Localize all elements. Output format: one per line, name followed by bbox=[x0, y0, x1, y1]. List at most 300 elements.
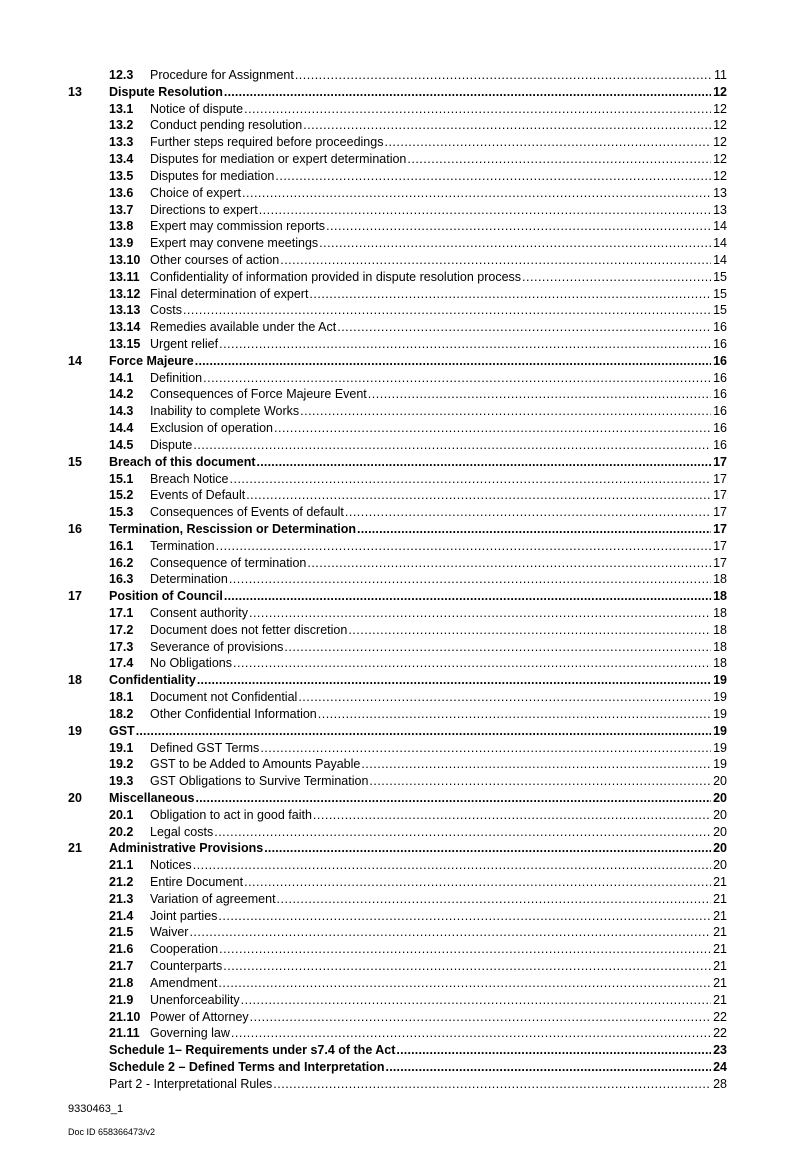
toc-entry-number: 21.9 bbox=[109, 992, 134, 1007]
toc-section-entry[interactable] bbox=[68, 1059, 727, 1076]
toc-section-entry[interactable] bbox=[68, 1042, 727, 1059]
toc-entry-title: Exclusion of operation bbox=[150, 421, 273, 436]
toc-entry-page-number: 19 bbox=[713, 740, 727, 755]
toc-entry-title: Part 2 - Interpretational Rules bbox=[109, 1076, 273, 1091]
dot-leader bbox=[233, 655, 711, 672]
toc-entry-number: 17 bbox=[68, 589, 82, 604]
toc-clause-entry[interactable] bbox=[68, 1025, 727, 1042]
toc-entry-page-number: 22 bbox=[713, 1009, 727, 1024]
toc-section-entry[interactable] bbox=[68, 723, 727, 740]
toc-entry-number: 19.1 bbox=[109, 740, 134, 755]
dot-leader bbox=[136, 723, 711, 740]
toc-entry-number: 18.2 bbox=[109, 706, 134, 721]
dot-leader bbox=[260, 740, 711, 757]
toc-clause-entry[interactable] bbox=[68, 437, 727, 454]
toc-entry-title: Termination bbox=[150, 538, 215, 553]
toc-entry-title: Conduct pending resolution bbox=[150, 118, 303, 133]
toc-clause-entry[interactable] bbox=[68, 538, 727, 555]
toc-clause-entry[interactable] bbox=[68, 908, 727, 925]
toc-clause-entry[interactable] bbox=[68, 336, 727, 353]
toc-entry-title: Costs bbox=[150, 303, 182, 318]
dot-leader bbox=[246, 487, 711, 504]
toc-clause-entry[interactable] bbox=[68, 992, 727, 1009]
toc-entry-page-number: 21 bbox=[713, 959, 727, 974]
toc-entry-number: 17.1 bbox=[109, 606, 134, 620]
dot-leader bbox=[183, 302, 711, 319]
toc-section-entry[interactable] bbox=[68, 521, 727, 538]
toc-entry-number: 13.7 bbox=[109, 202, 134, 217]
dot-leader bbox=[197, 672, 711, 689]
toc-entry-page-number: 15 bbox=[713, 303, 727, 318]
dot-leader bbox=[368, 386, 711, 403]
toc-clause-entry[interactable] bbox=[68, 252, 727, 269]
toc-entry-page-number: 16 bbox=[713, 337, 727, 351]
toc-entry-number: 21 bbox=[68, 841, 82, 856]
toc-entry-title: Position of Council bbox=[109, 589, 223, 604]
toc-entry-title: Document not Confidential bbox=[150, 690, 298, 705]
toc-section-entry[interactable] bbox=[68, 353, 727, 370]
toc-entry-number: 21.5 bbox=[109, 925, 134, 940]
toc-entry-page-number: 23 bbox=[713, 1043, 727, 1058]
toc-entry-number: 14.1 bbox=[109, 370, 134, 385]
table-of-contents bbox=[68, 67, 727, 1093]
dot-leader bbox=[407, 151, 711, 168]
toc-entry-page-number: 16 bbox=[713, 320, 727, 335]
toc-clause-entry[interactable] bbox=[68, 185, 727, 202]
toc-entry-page-number: 17 bbox=[713, 454, 727, 469]
toc-entry-number: 13.3 bbox=[109, 135, 134, 150]
dot-leader bbox=[384, 134, 711, 151]
toc-clause-entry[interactable] bbox=[68, 874, 727, 891]
toc-entry-page-number: 11 bbox=[714, 68, 727, 82]
toc-clause-entry[interactable] bbox=[68, 101, 727, 118]
toc-clause-entry[interactable] bbox=[68, 975, 727, 992]
toc-clause-entry[interactable] bbox=[68, 202, 727, 219]
toc-entry-page-number: 20 bbox=[713, 824, 727, 839]
toc-entry-page-number: 13 bbox=[713, 185, 727, 200]
toc-entry-title: Variation of agreement bbox=[150, 891, 276, 906]
toc-clause-entry[interactable] bbox=[68, 269, 727, 286]
toc-entry-title: Cooperation bbox=[150, 942, 219, 957]
toc-entry-number: 13.12 bbox=[109, 286, 141, 301]
dot-leader bbox=[195, 353, 711, 370]
toc-entry-page-number: 20 bbox=[713, 807, 727, 822]
dot-leader bbox=[257, 454, 711, 471]
toc-entry-title: Schedule 2 – Defined Terms and Interpretation bbox=[109, 1059, 385, 1074]
toc-clause-entry[interactable] bbox=[68, 924, 727, 941]
toc-entry-title: Definition bbox=[150, 370, 203, 385]
toc-entry-title: Amendment bbox=[150, 975, 218, 990]
toc-entry-number: 17.3 bbox=[109, 639, 134, 654]
dot-leader bbox=[195, 790, 711, 807]
toc-entry-number: 20.2 bbox=[109, 824, 134, 839]
dot-leader bbox=[219, 941, 711, 958]
toc-clause-entry[interactable] bbox=[68, 655, 727, 672]
toc-clause-entry[interactable] bbox=[68, 67, 727, 84]
toc-entry-title: Confidentiality bbox=[109, 673, 196, 688]
toc-entry-number: 14 bbox=[68, 353, 82, 368]
toc-entry-number: 12.3 bbox=[109, 68, 134, 82]
toc-entry-page-number: 20 bbox=[713, 774, 727, 789]
toc-clause-entry[interactable] bbox=[68, 605, 727, 622]
toc-entry-number: 13.9 bbox=[109, 236, 134, 251]
dot-leader bbox=[280, 252, 711, 269]
toc-entry-page-number: 19 bbox=[713, 757, 727, 772]
toc-entry-page-number: 17 bbox=[713, 521, 727, 536]
toc-clause-entry[interactable] bbox=[68, 1009, 727, 1026]
toc-clause-entry[interactable] bbox=[68, 740, 727, 757]
dot-leader bbox=[284, 639, 711, 656]
toc-section-entry[interactable] bbox=[68, 454, 727, 471]
dot-leader bbox=[319, 235, 711, 252]
toc-entry-page-number: 16 bbox=[713, 387, 727, 402]
dot-leader bbox=[277, 891, 711, 908]
toc-clause-entry[interactable] bbox=[68, 319, 727, 336]
toc-entry-title: Entire Document bbox=[150, 875, 244, 889]
toc-clause-entry[interactable] bbox=[68, 117, 727, 134]
toc-clause-entry[interactable] bbox=[68, 471, 727, 488]
dot-leader bbox=[300, 403, 711, 420]
dot-leader bbox=[231, 1025, 711, 1042]
toc-entry-title: Joint parties bbox=[150, 908, 218, 923]
toc-entry-page-number: 17 bbox=[713, 488, 727, 503]
dot-leader bbox=[203, 370, 711, 387]
dot-leader bbox=[218, 975, 711, 992]
toc-entry-title: Obligation to act in good faith bbox=[150, 807, 312, 822]
toc-entry-number: 15.3 bbox=[109, 505, 134, 520]
toc-section-entry[interactable] bbox=[68, 790, 727, 807]
toc-entry-title: Expert may commission reports bbox=[150, 219, 326, 234]
toc-entry-number: 13.15 bbox=[109, 337, 141, 351]
toc-entry-title: Determination bbox=[150, 572, 228, 587]
toc-entry-title: Breach Notice bbox=[150, 471, 229, 486]
toc-entry-number: 14.2 bbox=[109, 387, 134, 402]
toc-section-entry[interactable] bbox=[68, 84, 727, 101]
toc-entry-title: Severance of provisions bbox=[150, 639, 284, 654]
toc-clause-entry[interactable] bbox=[68, 386, 727, 403]
toc-clause-entry[interactable] bbox=[68, 555, 727, 572]
dot-leader bbox=[326, 218, 711, 235]
toc-entry-title: Schedule 1– Requirements under s7.4 of the Act bbox=[109, 1043, 396, 1058]
dot-leader bbox=[244, 101, 711, 118]
toc-entry-title: GST to be Added to Amounts Payable bbox=[150, 757, 361, 772]
toc-clause-entry[interactable] bbox=[68, 134, 727, 151]
toc-entry-title: Consent authority bbox=[150, 606, 248, 620]
toc-entry-title: Miscellaneous bbox=[109, 790, 195, 805]
toc-entry-page-number: 17 bbox=[713, 555, 727, 570]
dot-leader bbox=[369, 773, 711, 790]
dot-leader bbox=[264, 840, 711, 857]
toc-section-entry[interactable] bbox=[68, 840, 727, 857]
toc-entry-number: 21.3 bbox=[109, 891, 134, 906]
toc-entry-page-number: 21 bbox=[713, 925, 727, 940]
toc-entry-page-number: 16 bbox=[713, 404, 727, 419]
toc-entry-number: 14.5 bbox=[109, 437, 134, 452]
dot-leader bbox=[275, 168, 711, 185]
toc-entry-title: Disputes for mediation bbox=[150, 168, 275, 183]
dot-leader bbox=[345, 504, 711, 521]
toc-entry-page-number: 16 bbox=[713, 370, 727, 385]
dot-leader bbox=[309, 286, 711, 303]
dot-leader bbox=[303, 117, 711, 134]
dot-leader bbox=[224, 588, 711, 605]
dot-leader bbox=[242, 185, 711, 202]
toc-entry-page-number: 17 bbox=[713, 538, 727, 553]
dot-leader bbox=[307, 555, 711, 572]
toc-section-entry[interactable] bbox=[68, 672, 727, 689]
toc-entry-title: Governing law bbox=[150, 1026, 230, 1041]
dot-leader bbox=[396, 1042, 711, 1059]
toc-entry-title: Notice of dispute bbox=[150, 101, 244, 116]
toc-entry-number: 15.1 bbox=[109, 471, 134, 486]
toc-entry-number: 21.2 bbox=[109, 875, 134, 889]
toc-clause-entry[interactable] bbox=[68, 622, 727, 639]
dot-leader bbox=[361, 756, 711, 773]
dot-leader bbox=[216, 538, 711, 555]
toc-entry-page-number: 28 bbox=[713, 1076, 727, 1091]
dot-leader bbox=[337, 319, 711, 336]
toc-entry-page-number: 12 bbox=[713, 101, 727, 116]
dot-leader bbox=[295, 67, 711, 84]
dot-leader bbox=[318, 706, 711, 723]
dot-leader bbox=[189, 924, 711, 941]
toc-entry-title: GST bbox=[109, 723, 135, 738]
toc-entry-page-number: 15 bbox=[713, 269, 727, 284]
toc-entry-title: Unenforceability bbox=[150, 992, 240, 1007]
toc-entry-title: Consequences of Force Majeure Event bbox=[150, 387, 367, 402]
toc-clause-entry[interactable] bbox=[68, 403, 727, 420]
toc-entry-title: Defined GST Terms bbox=[150, 740, 260, 755]
toc-entry-number: 17.2 bbox=[109, 622, 134, 637]
toc-entry-number: 21.11 bbox=[109, 1026, 140, 1041]
toc-clause-entry[interactable] bbox=[68, 706, 727, 723]
toc-entry-page-number: 21 bbox=[713, 975, 727, 990]
toc-entry-title: Directions to expert bbox=[150, 202, 258, 217]
toc-part-entry[interactable] bbox=[68, 1076, 727, 1093]
dot-leader bbox=[250, 1009, 711, 1026]
toc-entry-page-number: 12 bbox=[713, 135, 727, 150]
toc-clause-entry[interactable] bbox=[68, 689, 727, 706]
toc-clause-entry[interactable] bbox=[68, 756, 727, 773]
toc-clause-entry[interactable] bbox=[68, 151, 727, 168]
toc-entry-title: Consequence of termination bbox=[150, 555, 307, 570]
toc-entry-page-number: 21 bbox=[713, 992, 727, 1007]
toc-entry-number: 13.2 bbox=[109, 118, 134, 133]
toc-entry-title: Events of Default bbox=[150, 488, 246, 503]
toc-entry-number: 13.4 bbox=[109, 152, 134, 167]
toc-entry-number: 13.8 bbox=[109, 219, 134, 234]
toc-entry-title: Breach of this document bbox=[109, 454, 256, 469]
toc-entry-number: 18 bbox=[68, 673, 82, 688]
dot-leader bbox=[241, 992, 711, 1009]
toc-entry-number: 13.10 bbox=[109, 252, 141, 267]
toc-clause-entry[interactable] bbox=[68, 807, 727, 824]
page-footer bbox=[68, 1100, 155, 1140]
toc-clause-entry[interactable] bbox=[68, 168, 727, 185]
dot-leader bbox=[298, 689, 711, 706]
footer-reference: 9330463_1 bbox=[68, 1103, 124, 1115]
toc-entry-page-number: 18 bbox=[713, 589, 727, 604]
toc-entry-page-number: 18 bbox=[713, 656, 727, 671]
toc-entry-number: 13.13 bbox=[109, 303, 141, 318]
toc-section-entry[interactable] bbox=[68, 588, 727, 605]
toc-clause-entry[interactable] bbox=[68, 571, 727, 588]
toc-entry-page-number: 21 bbox=[713, 875, 727, 889]
toc-entry-page-number: 14 bbox=[713, 252, 727, 267]
toc-entry-number: 16.1 bbox=[109, 538, 134, 553]
toc-entry-number: 17.4 bbox=[109, 656, 134, 671]
dot-leader bbox=[219, 336, 711, 353]
dot-leader bbox=[386, 1059, 711, 1076]
toc-clause-entry[interactable] bbox=[68, 370, 727, 387]
toc-entry-page-number: 20 bbox=[713, 790, 727, 805]
toc-entry-title: Dispute bbox=[150, 437, 193, 452]
toc-entry-page-number: 14 bbox=[713, 236, 727, 251]
toc-entry-number: 13.5 bbox=[109, 168, 134, 183]
toc-entry-title: Urgent relief bbox=[150, 337, 219, 351]
toc-clause-entry[interactable] bbox=[68, 773, 727, 790]
toc-clause-entry[interactable] bbox=[68, 235, 727, 252]
toc-entry-title: Disputes for mediation or expert determination bbox=[150, 152, 407, 167]
toc-clause-entry[interactable] bbox=[68, 639, 727, 656]
toc-entry-title: Expert may convene meetings bbox=[150, 236, 319, 251]
dot-leader bbox=[244, 874, 711, 891]
toc-entry-title: Other Confidential Information bbox=[150, 706, 317, 721]
toc-clause-entry[interactable] bbox=[68, 504, 727, 521]
toc-entry-number: 19 bbox=[68, 723, 82, 738]
toc-entry-title: Other courses of action bbox=[150, 252, 280, 267]
toc-entry-page-number: 22 bbox=[713, 1026, 727, 1041]
toc-entry-number: 21.7 bbox=[109, 959, 134, 974]
toc-entry-page-number: 16 bbox=[713, 437, 727, 452]
toc-entry-title: Administrative Provisions bbox=[109, 841, 264, 856]
toc-entry-number: 14.3 bbox=[109, 404, 134, 419]
toc-clause-entry[interactable] bbox=[68, 891, 727, 908]
toc-entry-title: Force Majeure bbox=[109, 353, 194, 368]
toc-entry-number: 21.4 bbox=[109, 908, 134, 923]
toc-entry-number: 13.1 bbox=[109, 101, 134, 116]
toc-clause-entry[interactable] bbox=[68, 487, 727, 504]
toc-entry-page-number: 19 bbox=[713, 723, 727, 738]
dot-leader bbox=[273, 1076, 711, 1093]
toc-entry-number: 21.1 bbox=[109, 858, 134, 873]
toc-entry-number: 15.2 bbox=[109, 488, 134, 503]
toc-entry-title: Power of Attorney bbox=[150, 1009, 249, 1024]
toc-entry-page-number: 21 bbox=[713, 908, 727, 923]
toc-entry-title: No Obligations bbox=[150, 656, 232, 671]
toc-entry-page-number: 21 bbox=[713, 942, 727, 957]
toc-entry-number: 13.14 bbox=[109, 320, 141, 335]
toc-entry-title: GST Obligations to Survive Termination bbox=[150, 774, 369, 789]
toc-entry-number: 13.6 bbox=[109, 185, 134, 200]
toc-entry-number: 16.3 bbox=[109, 572, 134, 587]
dot-leader bbox=[313, 807, 711, 824]
footer-doc-id: Doc ID 658366473/v2 bbox=[68, 1127, 156, 1137]
toc-entry-title: Choice of expert bbox=[150, 185, 242, 200]
toc-entry-number: 20.1 bbox=[109, 807, 134, 822]
toc-entry-page-number: 17 bbox=[713, 505, 727, 520]
toc-entry-title: Further steps required before proceedings bbox=[150, 135, 384, 150]
toc-entry-number: 19.2 bbox=[109, 757, 134, 772]
dot-leader bbox=[214, 824, 711, 841]
dot-leader bbox=[522, 269, 711, 286]
toc-entry-title: Inability to complete Works bbox=[150, 404, 300, 419]
toc-entry-title: Termination, Rescission or Determination bbox=[109, 521, 357, 536]
toc-entry-title: Legal costs bbox=[150, 824, 214, 839]
toc-entry-number: 18.1 bbox=[109, 690, 134, 705]
toc-entry-page-number: 16 bbox=[713, 421, 727, 436]
toc-clause-entry[interactable] bbox=[68, 302, 727, 319]
toc-entry-page-number: 18 bbox=[713, 639, 727, 654]
toc-entry-page-number: 18 bbox=[713, 572, 727, 587]
toc-entry-title: Waiver bbox=[150, 925, 189, 940]
dot-leader bbox=[348, 622, 711, 639]
toc-entry-page-number: 14 bbox=[713, 219, 727, 234]
toc-entry-number: 16.2 bbox=[109, 555, 134, 570]
toc-entry-page-number: 13 bbox=[713, 202, 727, 217]
toc-entry-number: 13.11 bbox=[109, 269, 140, 284]
toc-entry-page-number: 18 bbox=[713, 606, 727, 620]
toc-entry-title: Counterparts bbox=[150, 959, 223, 974]
dot-leader bbox=[357, 521, 711, 538]
toc-entry-number: 15 bbox=[68, 454, 82, 469]
toc-entry-title: Document does not fetter discretion bbox=[150, 622, 348, 637]
toc-entry-page-number: 20 bbox=[713, 841, 727, 856]
toc-entry-page-number: 21 bbox=[713, 891, 727, 906]
toc-clause-entry[interactable] bbox=[68, 857, 727, 874]
toc-entry-title: Procedure for Assignment bbox=[150, 68, 294, 82]
dot-leader bbox=[193, 437, 711, 454]
dot-leader bbox=[224, 84, 711, 101]
toc-entry-page-number: 24 bbox=[713, 1059, 727, 1074]
toc-entry-number: 21.10 bbox=[109, 1009, 141, 1024]
toc-clause-entry[interactable] bbox=[68, 286, 727, 303]
toc-entry-page-number: 12 bbox=[713, 168, 727, 183]
toc-entry-page-number: 20 bbox=[713, 858, 727, 873]
toc-entry-title: Remedies available under the Act bbox=[150, 320, 337, 335]
dot-leader bbox=[249, 605, 711, 622]
toc-entry-page-number: 12 bbox=[713, 118, 727, 133]
toc-clause-entry[interactable] bbox=[68, 941, 727, 958]
toc-entry-title: Consequences of Events of default bbox=[150, 505, 344, 520]
toc-entry-number: 19.3 bbox=[109, 774, 134, 789]
toc-entry-number: 20 bbox=[68, 790, 82, 805]
toc-entry-number: 16 bbox=[68, 521, 82, 536]
dot-leader bbox=[230, 471, 711, 488]
toc-entry-page-number: 12 bbox=[713, 84, 727, 99]
dot-leader bbox=[229, 571, 711, 588]
toc-entry-number: 21.6 bbox=[109, 942, 134, 957]
dot-leader bbox=[274, 420, 711, 437]
toc-entry-page-number: 17 bbox=[713, 471, 727, 486]
toc-clause-entry[interactable] bbox=[68, 420, 727, 437]
toc-entry-title: Notices bbox=[150, 858, 192, 873]
toc-clause-entry[interactable] bbox=[68, 824, 727, 841]
dot-leader bbox=[218, 908, 711, 925]
toc-entry-title: Dispute Resolution bbox=[109, 84, 223, 99]
toc-entry-page-number: 19 bbox=[713, 706, 727, 721]
toc-entry-title: Final determination of expert bbox=[150, 286, 309, 301]
toc-entry-title: Confidentiality of information provided in dispute resolution process bbox=[150, 269, 522, 284]
toc-entry-page-number: 19 bbox=[713, 673, 727, 688]
toc-entry-page-number: 18 bbox=[713, 622, 727, 637]
toc-entry-page-number: 16 bbox=[713, 353, 727, 368]
toc-entry-number: 14.4 bbox=[109, 421, 134, 436]
toc-clause-entry[interactable] bbox=[68, 218, 727, 235]
dot-leader bbox=[259, 202, 711, 219]
toc-entry-page-number: 19 bbox=[713, 690, 727, 705]
toc-clause-entry[interactable] bbox=[68, 958, 727, 975]
